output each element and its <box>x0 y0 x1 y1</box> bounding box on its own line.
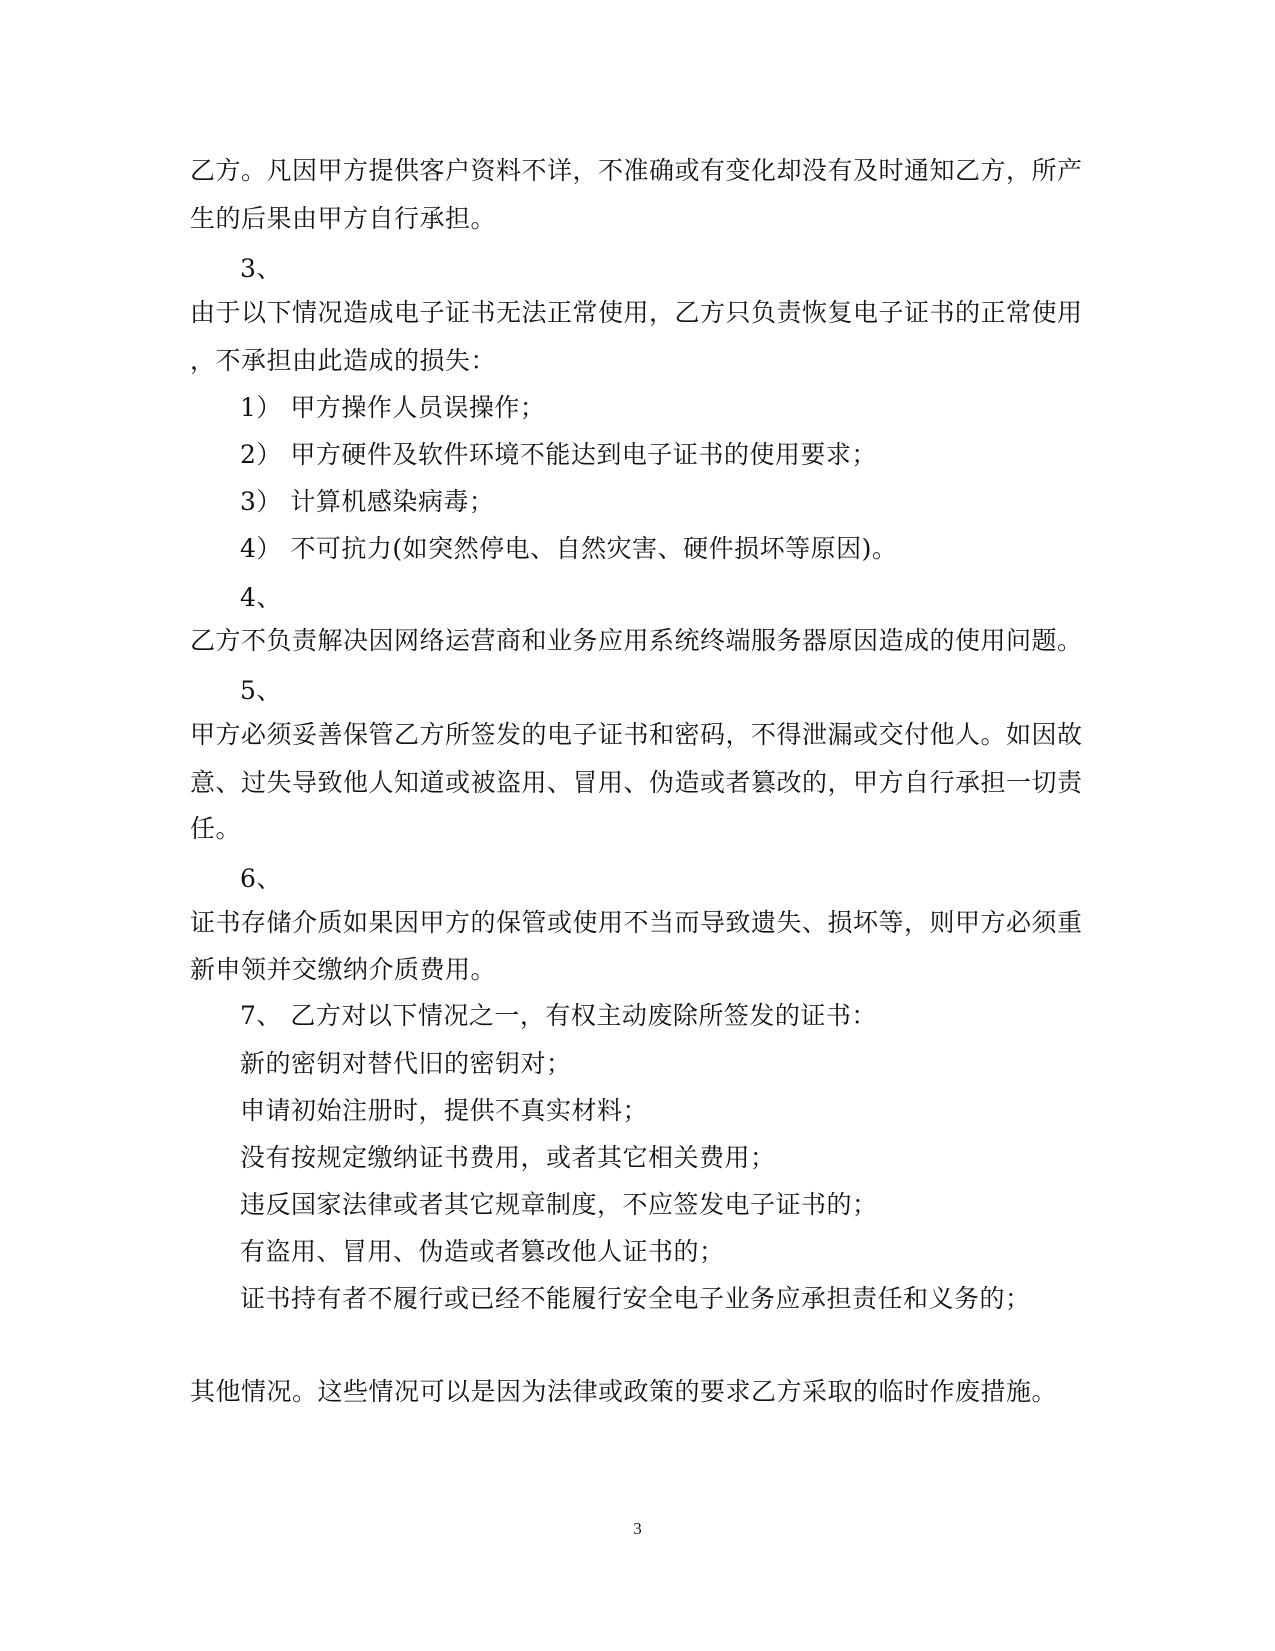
paragraph-line: ，不承担由此造成的损失： <box>190 346 497 375</box>
paragraph-line: 证书存储介质如果因甲方的保管或使用不当而导致遗失、损坏等，则甲方必须重 <box>190 908 1083 937</box>
clause-number: 3、 <box>240 254 282 283</box>
clause-number: 5、 <box>240 676 282 705</box>
clause-number: 6、 <box>240 864 282 893</box>
paragraph-line: 意、过失导致他人知道或被盗用、冒用、伪造或者篡改的，甲方自行承担一切责 <box>190 768 1083 797</box>
paragraph-line: 甲方必须妥善保管乙方所签发的电子证书和密码，不得泄漏或交付他人。如因故 <box>190 720 1083 749</box>
list-item: 2） 甲方硬件及软件环境不能达到电子证书的使用要求； <box>240 440 877 469</box>
list-item: 违反国家法律或者其它规章制度，不应签发电子证书的； <box>240 1190 878 1219</box>
paragraph-line: 其他情况。这些情况可以是因为法律或政策的要求乙方采取的临时作废措施。 <box>190 1377 1058 1406</box>
paragraph-line: 任。 <box>190 814 242 843</box>
list-item: 有盗用、冒用、伪造或者篡改他人证书的； <box>240 1237 725 1266</box>
paragraph-line: 新申领并交缴纳介质费用。 <box>190 955 497 984</box>
list-item: 没有按规定缴纳证书费用，或者其它相关费用； <box>240 1143 776 1172</box>
paragraph-line: 由于以下情况造成电子证书无法正常使用，乙方只负责恢复电子证书的正常使用 <box>190 298 1083 327</box>
list-item: 申请初始注册时，提供不真实材料； <box>240 1096 649 1125</box>
list-item: 证书持有者不履行或已经不能履行安全电子业务应承担责任和义务的； <box>240 1284 1031 1313</box>
paragraph-line: 乙方。凡因甲方提供客户资料不详，不准确或有变化却没有及时通知乙方，所产 <box>190 156 1083 185</box>
list-item: 4） 不可抗力(如突然停电、自然灾害、硬件损坏等原因)。 <box>240 534 898 563</box>
paragraph-line: 生的后果由甲方自行承担。 <box>190 204 497 233</box>
list-item: 新的密钥对替代旧的密钥对； <box>240 1049 572 1078</box>
list-item: 1） 甲方操作人员误操作； <box>240 393 546 422</box>
clause-number: 4、 <box>240 583 282 612</box>
list-item: 3） 计算机感染病毒； <box>240 487 495 516</box>
clause-heading: 7、 乙方对以下情况之一，有权主动废除所签发的证书： <box>240 1001 877 1030</box>
page-number: 3 <box>633 1519 642 1538</box>
paragraph-line: 乙方不负责解决因网络运营商和业务应用系统终端服务器原因造成的使用问题。 <box>190 626 1083 655</box>
